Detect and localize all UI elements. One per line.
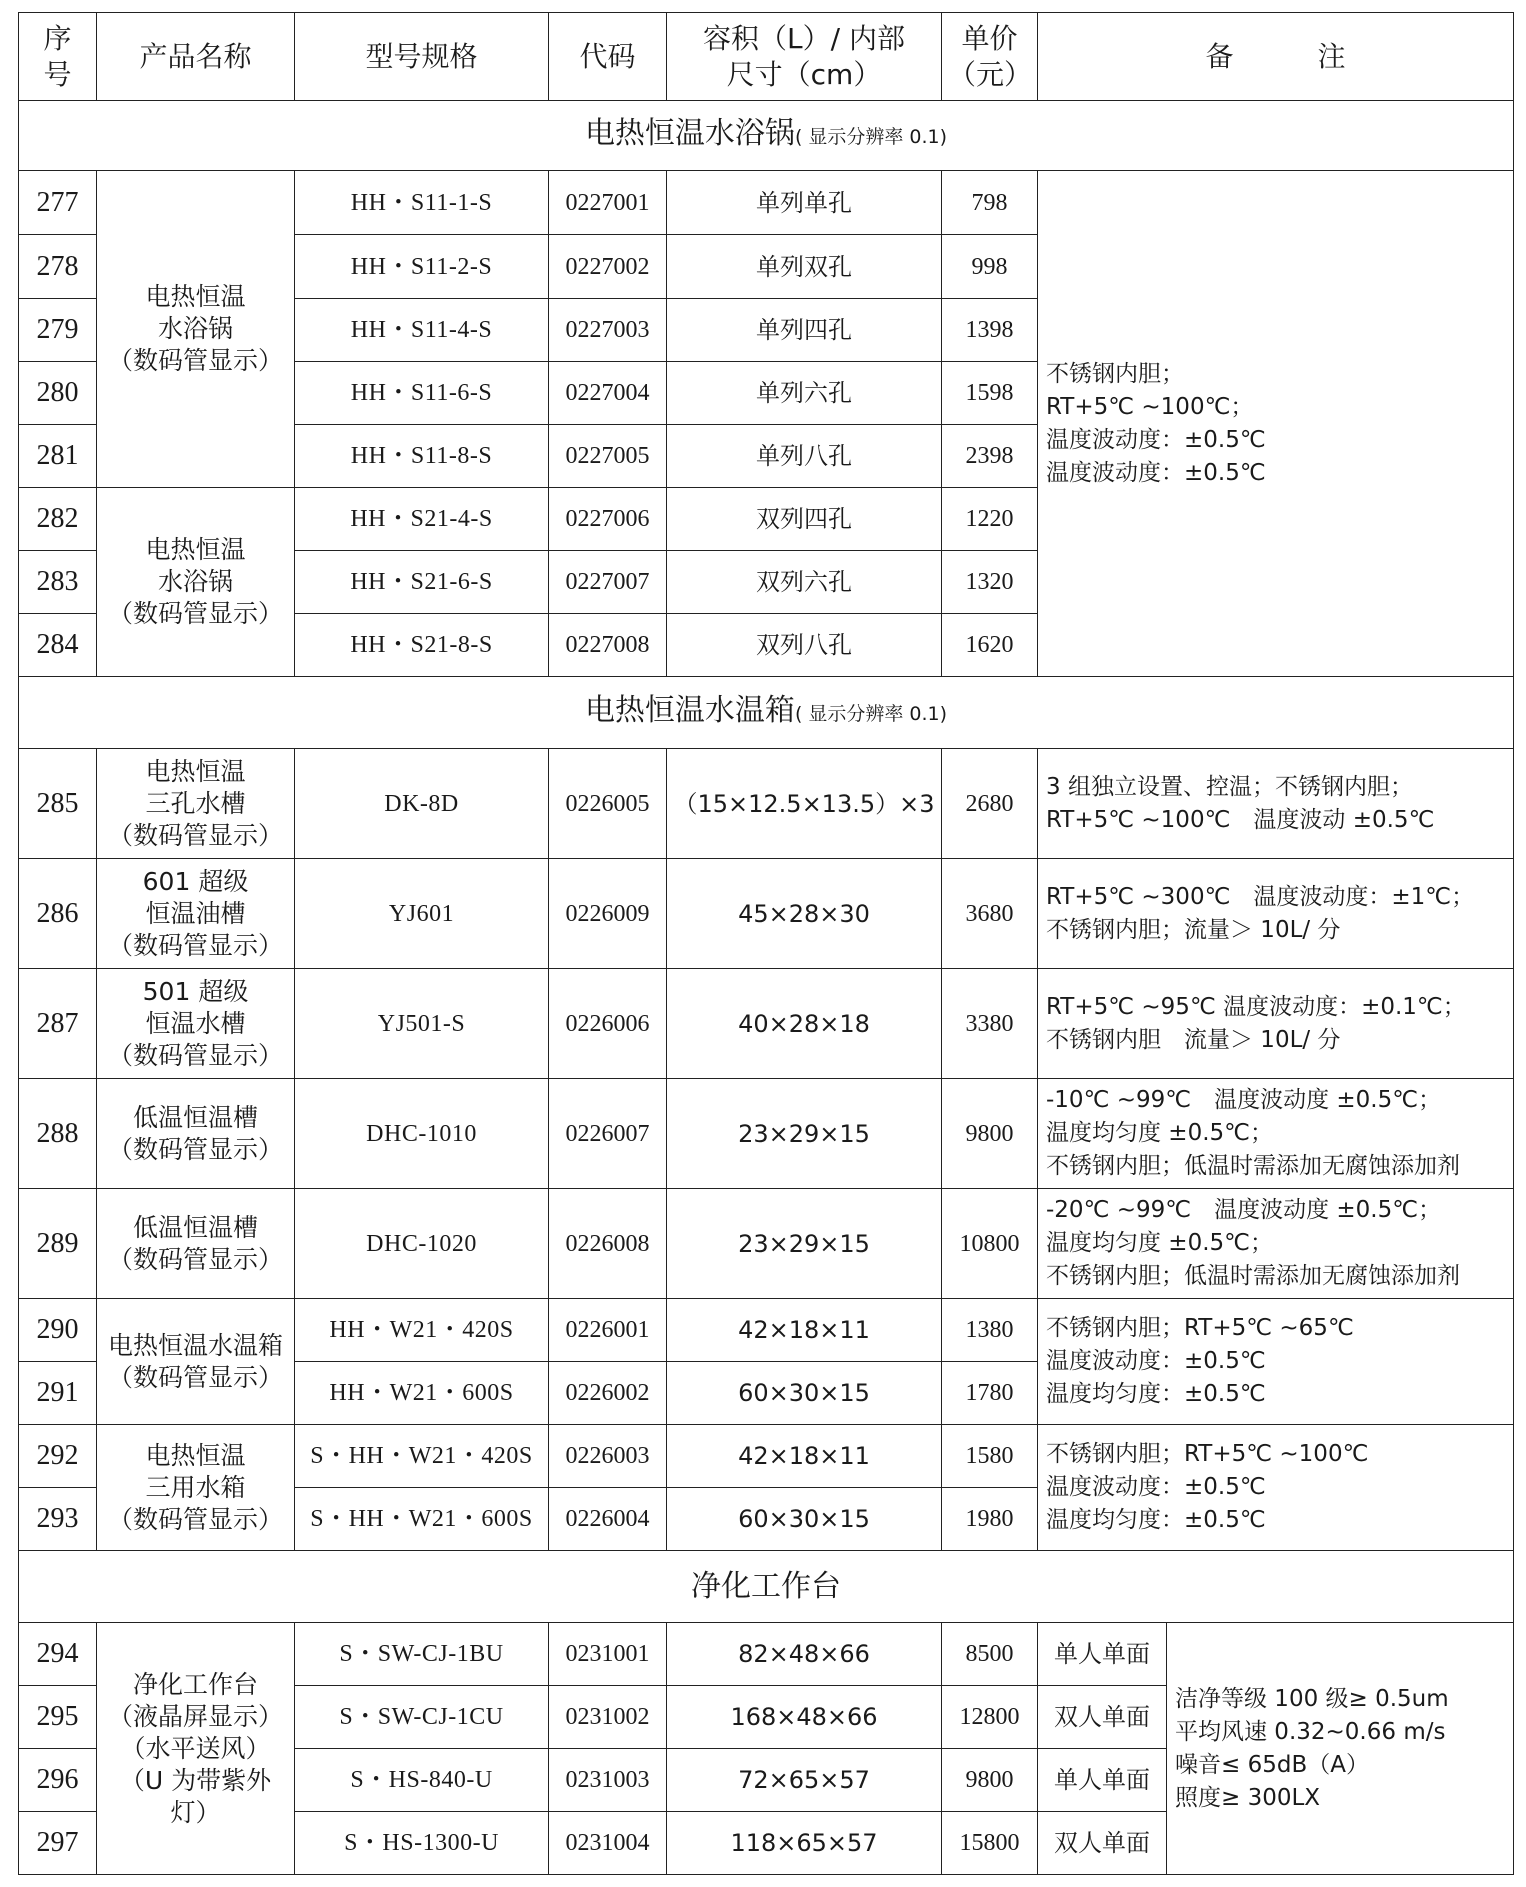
workbench-type-cell: 双人单面 (1038, 1812, 1167, 1875)
workbench-type-cell: 双人单面 (1038, 1686, 1167, 1749)
section-title (19, 101, 1514, 171)
model-cell: HH・W21・600S (295, 1362, 549, 1425)
price-cell: 1620 (942, 614, 1038, 677)
capacity-cell: 单列双孔 (667, 235, 942, 299)
code-cell: 0227004 (549, 362, 667, 425)
section-title (19, 1551, 1514, 1623)
code-cell: 0226005 (549, 749, 667, 859)
code-cell: 0227006 (549, 488, 667, 551)
workbench-type-cell: 单人单面 (1038, 1749, 1167, 1812)
seq-cell: 297 (19, 1812, 97, 1875)
table-row (19, 969, 1514, 1079)
price-cell: 9800 (942, 1749, 1038, 1812)
seq-cell: 280 (19, 362, 97, 425)
price-cell: 1398 (942, 299, 1038, 362)
header-seq: 序 号 (19, 13, 97, 101)
seq-cell: 282 (19, 488, 97, 551)
seq-cell: 293 (19, 1488, 97, 1551)
capacity-cell: 82×48×66 (667, 1623, 942, 1686)
model-cell: HH・W21・420S (295, 1299, 549, 1362)
product-name-cell: 501 超级 恒温水槽 （数码管显示） (97, 969, 295, 1079)
capacity-cell: （15×12.5×13.5）×3 (667, 749, 942, 859)
header-price: 单价 （元） (942, 13, 1038, 101)
workbench-type-cell: 单人单面 (1038, 1623, 1167, 1686)
price-cell: 798 (942, 171, 1038, 235)
note-cell: -20℃ ~99℃ 温度波动度 ±0.5℃； 温度均匀度 ±0.5℃； 不锈钢内胆；低温时需添加无腐蚀添加剂 (1038, 1189, 1514, 1299)
price-cell: 9800 (942, 1079, 1038, 1189)
model-cell: DHC-1020 (295, 1189, 549, 1299)
product-name-cell: 电热恒温 三用水箱 （数码管显示） (97, 1425, 295, 1551)
price-cell: 1980 (942, 1488, 1038, 1551)
note-cell: 3 组独立设置、控温；不锈钢内胆； RT+5℃ ~100℃ 温度波动 ±0.5℃ (1038, 749, 1514, 859)
product-price-table (18, 12, 1514, 1875)
product-name-cell: 电热恒温 水浴锅 （数码管显示） (97, 488, 295, 677)
model-cell: YJ601 (295, 859, 549, 969)
model-cell: HH・S11-4-S (295, 299, 549, 362)
code-cell: 0231002 (549, 1686, 667, 1749)
code-cell: 0226001 (549, 1299, 667, 1362)
price-cell: 8500 (942, 1623, 1038, 1686)
price-cell: 12800 (942, 1686, 1038, 1749)
code-cell: 0227007 (549, 551, 667, 614)
model-cell: HH・S21-6-S (295, 551, 549, 614)
seq-cell: 283 (19, 551, 97, 614)
note-cell: 不锈钢内胆； RT+5℃ ~100℃； 温度波动度：±0.5℃ 温度波动度：±0.5℃ (1038, 171, 1514, 677)
note-cell: 洁净等级 100 级≥ 0.5um 平均风速 0.32~0.66 m/s 噪音≤ 65dB（A） 照度≥ 300LX (1167, 1623, 1514, 1875)
seq-cell: 295 (19, 1686, 97, 1749)
price-cell: 2680 (942, 749, 1038, 859)
header-capacity: 容积（L）/ 内部 尺寸（cm） (667, 13, 942, 101)
capacity-cell: 60×30×15 (667, 1362, 942, 1425)
header-code: 代码 (549, 13, 667, 101)
table-row (19, 1623, 1514, 1686)
price-cell: 3680 (942, 859, 1038, 969)
price-cell: 15800 (942, 1812, 1038, 1875)
model-cell: S・HH・W21・600S (295, 1488, 549, 1551)
code-cell: 0227002 (549, 235, 667, 299)
code-cell: 0231003 (549, 1749, 667, 1812)
capacity-cell: 单列八孔 (667, 425, 942, 488)
code-cell: 0226004 (549, 1488, 667, 1551)
code-cell: 0231004 (549, 1812, 667, 1875)
code-cell: 0226007 (549, 1079, 667, 1189)
model-cell: S・SW-CJ-1CU (295, 1686, 549, 1749)
table-row (19, 1189, 1514, 1299)
capacity-cell: 118×65×57 (667, 1812, 942, 1875)
model-cell: YJ501-S (295, 969, 549, 1079)
capacity-cell: 42×18×11 (667, 1425, 942, 1488)
seq-cell: 286 (19, 859, 97, 969)
price-cell: 998 (942, 235, 1038, 299)
capacity-cell: 单列六孔 (667, 362, 942, 425)
seq-cell: 296 (19, 1749, 97, 1812)
section-row (19, 677, 1514, 749)
price-cell: 1780 (942, 1362, 1038, 1425)
seq-cell: 285 (19, 749, 97, 859)
code-cell: 0226009 (549, 859, 667, 969)
model-cell: S・HS-1300-U (295, 1812, 549, 1875)
seq-cell: 292 (19, 1425, 97, 1488)
capacity-cell: 双列八孔 (667, 614, 942, 677)
header-row (19, 13, 1514, 101)
section-row (19, 101, 1514, 171)
section-title-text: 净化工作台 (691, 1568, 841, 1604)
table-row (19, 1299, 1514, 1362)
section-title-text: 电热恒温水温箱 (584, 693, 795, 728)
section-title (19, 677, 1514, 749)
code-cell: 0226002 (549, 1362, 667, 1425)
note-cell: 不锈钢内胆；RT+5℃ ~100℃ 温度波动度：±0.5℃ 温度均匀度：±0.5℃ (1038, 1425, 1514, 1551)
table-row (19, 749, 1514, 859)
section-title-text: 电热恒温水浴锅 (584, 116, 795, 151)
model-cell: HH・S21-4-S (295, 488, 549, 551)
seq-cell: 294 (19, 1623, 97, 1686)
product-name-cell: 低温恒温槽 （数码管显示） (97, 1189, 295, 1299)
model-cell: S・HH・W21・420S (295, 1425, 549, 1488)
code-cell: 0227008 (549, 614, 667, 677)
price-cell: 1220 (942, 488, 1038, 551)
price-cell: 1598 (942, 362, 1038, 425)
section-row (19, 1551, 1514, 1623)
seq-cell: 288 (19, 1079, 97, 1189)
price-cell: 2398 (942, 425, 1038, 488)
capacity-cell: 单列四孔 (667, 299, 942, 362)
header-name: 产品名称 (97, 13, 295, 101)
code-cell: 0226006 (549, 969, 667, 1079)
capacity-cell: 23×29×15 (667, 1189, 942, 1299)
note-cell: RT+5℃ ~300℃ 温度波动度：±1℃； 不锈钢内胆；流量＞ 10L/ 分 (1038, 859, 1514, 969)
table-row (19, 859, 1514, 969)
product-name-cell: 低温恒温槽 （数码管显示） (97, 1079, 295, 1189)
capacity-cell: 42×18×11 (667, 1299, 942, 1362)
section-subtitle: ( 显示分辨率 0.1) (794, 703, 948, 725)
capacity-cell: 45×28×30 (667, 859, 942, 969)
table-row (19, 171, 1514, 235)
seq-cell: 287 (19, 969, 97, 1079)
table-row (19, 1079, 1514, 1189)
price-cell: 3380 (942, 969, 1038, 1079)
capacity-cell: 168×48×66 (667, 1686, 942, 1749)
product-name-cell: 电热恒温 三孔水槽 （数码管显示） (97, 749, 295, 859)
seq-cell: 278 (19, 235, 97, 299)
seq-cell: 290 (19, 1299, 97, 1362)
seq-cell: 279 (19, 299, 97, 362)
capacity-cell: 23×29×15 (667, 1079, 942, 1189)
note-cell: RT+5℃ ~95℃ 温度波动度：±0.1℃； 不锈钢内胆 流量＞ 10L/ 分 (1038, 969, 1514, 1079)
capacity-cell: 单列单孔 (667, 171, 942, 235)
model-cell: S・SW-CJ-1BU (295, 1623, 549, 1686)
section-subtitle: ( 显示分辨率 0.1) (794, 126, 948, 148)
seq-cell: 284 (19, 614, 97, 677)
capacity-cell: 72×65×57 (667, 1749, 942, 1812)
code-cell: 0227001 (549, 171, 667, 235)
product-name-cell: 净化工作台 （液晶屏显示） （水平送风） （U 为带紫外灯） (97, 1623, 295, 1875)
model-cell: DK-8D (295, 749, 549, 859)
price-cell: 10800 (942, 1189, 1038, 1299)
product-name-cell: 电热恒温 水浴锅 （数码管显示） (97, 171, 295, 488)
code-cell: 0226008 (549, 1189, 667, 1299)
header-model: 型号规格 (295, 13, 549, 101)
capacity-cell: 双列六孔 (667, 551, 942, 614)
price-cell: 1320 (942, 551, 1038, 614)
header-note: 备 注 (1038, 13, 1514, 101)
model-cell: HH・S11-6-S (295, 362, 549, 425)
note-cell: -10℃ ~99℃ 温度波动度 ±0.5℃； 温度均匀度 ±0.5℃； 不锈钢内胆；低温时需添加无腐蚀添加剂 (1038, 1079, 1514, 1189)
code-cell: 0226003 (549, 1425, 667, 1488)
seq-cell: 281 (19, 425, 97, 488)
capacity-cell: 双列四孔 (667, 488, 942, 551)
product-name-cell: 601 超级 恒温油槽 （数码管显示） (97, 859, 295, 969)
model-cell: HH・S11-8-S (295, 425, 549, 488)
code-cell: 0227003 (549, 299, 667, 362)
seq-cell: 277 (19, 171, 97, 235)
price-cell: 1380 (942, 1299, 1038, 1362)
model-cell: S・HS-840-U (295, 1749, 549, 1812)
table-row (19, 1425, 1514, 1488)
code-cell: 0227005 (549, 425, 667, 488)
capacity-cell: 40×28×18 (667, 969, 942, 1079)
model-cell: DHC-1010 (295, 1079, 549, 1189)
seq-cell: 291 (19, 1362, 97, 1425)
code-cell: 0231001 (549, 1623, 667, 1686)
note-cell: 不锈钢内胆；RT+5℃ ~65℃ 温度波动度：±0.5℃ 温度均匀度：±0.5℃ (1038, 1299, 1514, 1425)
capacity-cell: 60×30×15 (667, 1488, 942, 1551)
model-cell: HH・S11-1-S (295, 171, 549, 235)
seq-cell: 289 (19, 1189, 97, 1299)
price-cell: 1580 (942, 1425, 1038, 1488)
product-name-cell: 电热恒温水温箱 （数码管显示） (97, 1299, 295, 1425)
model-cell: HH・S21-8-S (295, 614, 549, 677)
model-cell: HH・S11-2-S (295, 235, 549, 299)
